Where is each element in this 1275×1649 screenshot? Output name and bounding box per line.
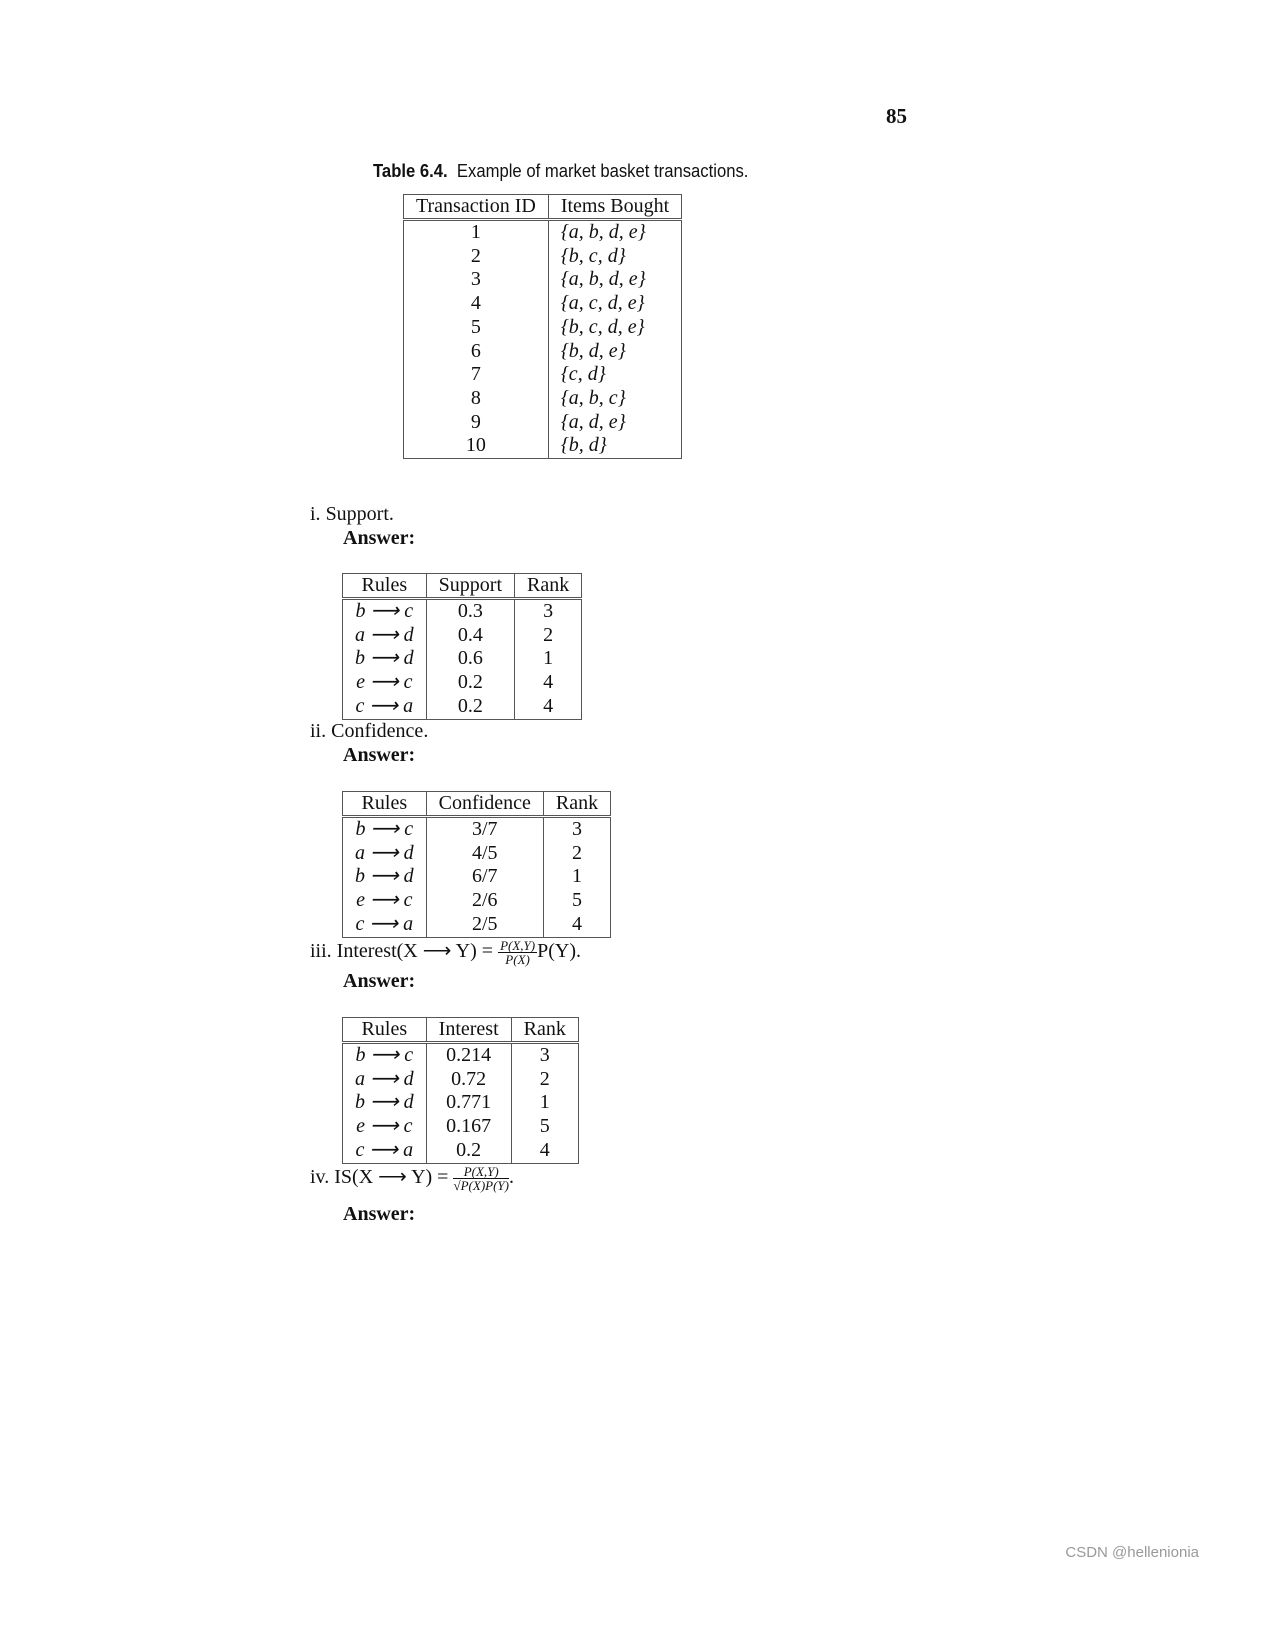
rule-cell: b ⟶ c: [343, 1043, 427, 1068]
rank-cell: 3: [515, 599, 582, 624]
rank-cell: 2: [543, 842, 610, 866]
table-row: [404, 292, 682, 316]
rank-cell: 4: [515, 671, 582, 695]
item-number: iv.: [310, 1166, 330, 1188]
section-confidence: [310, 720, 428, 743]
items-bought: {c, d}: [548, 363, 681, 387]
value-cell: 0.2: [426, 1139, 511, 1163]
transaction-id: 3: [404, 268, 549, 292]
rank-cell: 2: [515, 624, 582, 648]
transaction-id: 7: [404, 363, 549, 387]
item-number: ii.: [310, 720, 327, 742]
rank-cell: 3: [543, 817, 610, 842]
rank-cell: 5: [511, 1115, 578, 1139]
table-row: [404, 340, 682, 364]
table-row: [343, 1068, 579, 1092]
rule-cell: b ⟶ d: [343, 647, 427, 671]
answer-label: Answer:: [343, 744, 416, 766]
table-row: [404, 220, 682, 245]
item-title: IS(X ⟶ Y) =: [334, 1166, 449, 1188]
table-row: [343, 842, 611, 866]
value-cell: 0.2: [426, 695, 514, 719]
table-row: [404, 387, 682, 411]
rule-cell: a ⟶ d: [343, 624, 427, 648]
items-bought: {a, b, c}: [548, 387, 681, 411]
rule-cell: a ⟶ d: [343, 1068, 427, 1092]
section-support: [310, 503, 394, 526]
rule-cell: b ⟶ c: [343, 817, 427, 842]
value-cell: 0.4: [426, 624, 514, 648]
formula-tail: .: [508, 1166, 514, 1188]
table-row: [404, 363, 682, 387]
header-row: [343, 792, 611, 817]
value-cell: 4/5: [426, 842, 543, 866]
items-bought: {a, c, d, e}: [548, 292, 681, 316]
formula-denominator: P(X): [505, 951, 530, 967]
table-row: [343, 695, 582, 719]
answer-label: Answer:: [343, 527, 416, 549]
items-bought: {b, c, d, e}: [548, 316, 681, 340]
formula-denominator: √P(X)P(Y): [453, 1177, 509, 1193]
col-header: Rank: [511, 1018, 578, 1043]
interest-table: [342, 1017, 579, 1164]
answer-label: Answer:: [343, 970, 416, 992]
table-row: [343, 1043, 579, 1068]
section-interest: [310, 938, 581, 966]
rule-cell: b ⟶ d: [343, 865, 427, 889]
transaction-id: 8: [404, 387, 549, 411]
col-header: Confidence: [426, 792, 543, 817]
rank-cell: 5: [543, 889, 610, 913]
formula-fraction: [498, 939, 537, 966]
table-row: [343, 889, 611, 913]
caption-text: Example of market basket transactions.: [456, 160, 749, 181]
transaction-id: 9: [404, 411, 549, 435]
rule-cell: c ⟶ a: [343, 913, 427, 937]
section-is: [310, 1164, 514, 1192]
rule-cell: a ⟶ d: [343, 842, 427, 866]
formula-tail: P(Y).: [537, 940, 581, 962]
table-row: [404, 434, 682, 458]
rule-cell: c ⟶ a: [343, 695, 427, 719]
confidence-table: [342, 791, 611, 938]
value-cell: 0.771: [426, 1091, 511, 1115]
col-header: Items Bought: [548, 195, 681, 220]
rank-cell: 4: [515, 695, 582, 719]
transactions-table: [403, 194, 682, 459]
rule-cell: e ⟶ c: [343, 671, 427, 695]
table-row: [343, 599, 582, 624]
table-row: [343, 647, 582, 671]
rank-cell: 2: [511, 1068, 578, 1092]
value-cell: 2/6: [426, 889, 543, 913]
table-row: [404, 411, 682, 435]
table-row: [343, 817, 611, 842]
rank-cell: 4: [511, 1139, 578, 1163]
rank-cell: 4: [543, 913, 610, 937]
table-row: [343, 865, 611, 889]
page-number: 85: [886, 104, 907, 128]
value-cell: 0.167: [426, 1115, 511, 1139]
items-bought: {a, d, e}: [548, 411, 681, 435]
value-cell: 2/5: [426, 913, 543, 937]
answer-label: Answer:: [343, 1203, 416, 1225]
rank-cell: 3: [511, 1043, 578, 1068]
transaction-id: 10: [404, 434, 549, 458]
transaction-id: 6: [404, 340, 549, 364]
item-title: Interest(X ⟶ Y) =: [336, 940, 494, 962]
formula-numerator: P(X,Y): [453, 1165, 509, 1179]
value-cell: 6/7: [426, 865, 543, 889]
table-caption: [373, 160, 748, 182]
table-row: [343, 1115, 579, 1139]
value-cell: 0.72: [426, 1068, 511, 1092]
items-bought: {a, b, d, e}: [548, 220, 681, 245]
transaction-id: 4: [404, 292, 549, 316]
table-row: [343, 1091, 579, 1115]
table-row: [343, 624, 582, 648]
value-cell: 3/7: [426, 817, 543, 842]
rule-cell: e ⟶ c: [343, 889, 427, 913]
table-row: [404, 245, 682, 269]
value-cell: 0.6: [426, 647, 514, 671]
rank-cell: 1: [515, 647, 582, 671]
caption-label: Table 6.4.: [373, 160, 448, 181]
col-header: Rules: [343, 1018, 427, 1043]
col-header: Rules: [343, 792, 427, 817]
rule-cell: b ⟶ d: [343, 1091, 427, 1115]
header-row: [343, 574, 582, 599]
col-header: Rules: [343, 574, 427, 599]
table-row: [343, 913, 611, 937]
transaction-id: 5: [404, 316, 549, 340]
rank-cell: 1: [511, 1091, 578, 1115]
items-bought: {b, d, e}: [548, 340, 681, 364]
table-row: [343, 671, 582, 695]
value-cell: 0.2: [426, 671, 514, 695]
value-cell: 0.214: [426, 1043, 511, 1068]
header-row: [343, 1018, 579, 1043]
items-bought: {a, b, d, e}: [548, 268, 681, 292]
col-header: Rank: [515, 574, 582, 599]
rule-cell: b ⟶ c: [343, 599, 427, 624]
item-number: i.: [310, 503, 321, 525]
rank-cell: 1: [543, 865, 610, 889]
transaction-id: 1: [404, 220, 549, 245]
items-bought: {b, c, d}: [548, 245, 681, 269]
col-header: Rank: [543, 792, 610, 817]
table-row: [343, 1139, 579, 1163]
formula-numerator: P(X,Y): [500, 937, 536, 953]
col-header: Support: [426, 574, 514, 599]
rule-cell: e ⟶ c: [343, 1115, 427, 1139]
col-header: Transaction ID: [404, 195, 549, 220]
item-title: Confidence.: [331, 720, 429, 742]
item-title: Support.: [325, 503, 394, 525]
rule-cell: c ⟶ a: [343, 1139, 427, 1163]
value-cell: 0.3: [426, 599, 514, 624]
transaction-id: 2: [404, 245, 549, 269]
item-number: iii.: [310, 940, 332, 962]
formula-fraction: [453, 1165, 509, 1192]
table-row: [404, 268, 682, 292]
support-table: [342, 573, 582, 720]
col-header: Interest: [426, 1018, 511, 1043]
items-bought: {b, d}: [548, 434, 681, 458]
table-row: [404, 316, 682, 340]
watermark: CSDN @hellenionia: [1065, 1544, 1199, 1561]
